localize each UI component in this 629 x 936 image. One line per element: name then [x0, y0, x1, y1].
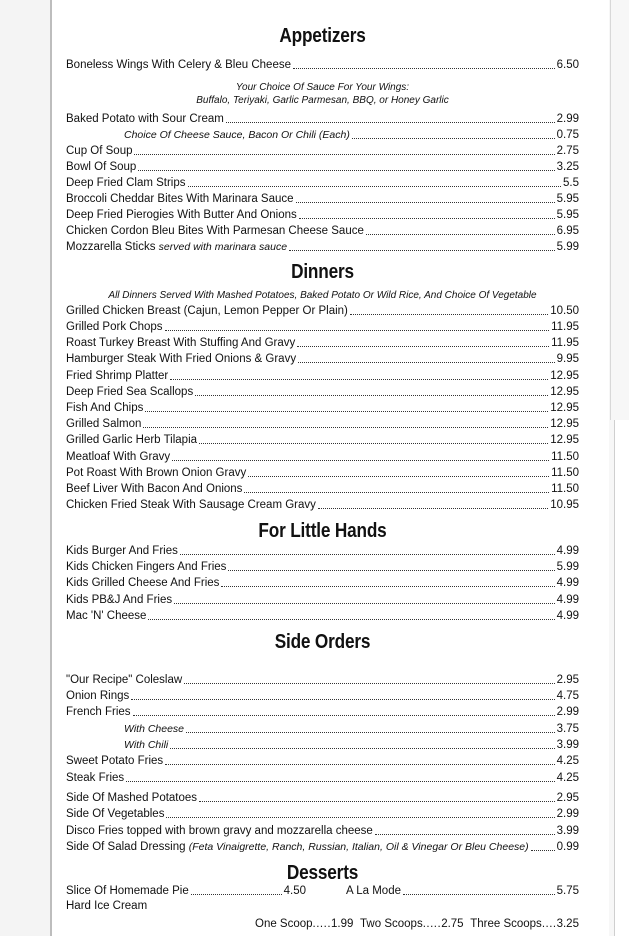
dot-leader: [366, 233, 555, 235]
menu-item: [66, 319, 579, 334]
item-price: 2.99: [556, 706, 579, 718]
item-name: Broccoli Cheddar Bites With Marinara Sauce: [66, 193, 294, 205]
menu-item: [66, 239, 579, 254]
menu-item: [66, 823, 579, 838]
dot-leader: [228, 569, 554, 571]
dot-leader: [186, 731, 555, 733]
item-price: 3.99: [556, 739, 579, 751]
item-price: 6.50: [556, 59, 579, 71]
item-name: One Scoop: [255, 918, 313, 930]
dot-leader: [174, 602, 555, 604]
menu-item: [66, 465, 579, 480]
menu-item: [66, 159, 579, 174]
dot-leader: [350, 313, 548, 315]
item-price: 6.95: [556, 225, 579, 237]
item-price: 12.95: [550, 418, 579, 430]
dot-leader: [298, 361, 555, 363]
item-price: 2.99: [556, 113, 579, 125]
item-name: Deep Fried Clam Strips: [66, 177, 186, 189]
item-price: 4.99: [556, 610, 579, 622]
item-price: 12.95: [550, 370, 579, 382]
menu-item: [66, 384, 579, 399]
item-name: With Cheese: [124, 723, 185, 735]
menu-item: [66, 497, 579, 512]
item-price: 4.75: [556, 690, 579, 702]
item-price: 2.95: [556, 792, 579, 804]
menu-item: [66, 368, 579, 383]
item-name: Chicken Fried Steak With Sausage Cream Gravy: [66, 499, 316, 511]
menu-item: [66, 351, 579, 366]
dot-leader: [170, 378, 548, 380]
menu-item: [66, 770, 579, 785]
menu-item: [66, 400, 579, 415]
item-price: 0.99: [556, 841, 579, 853]
menu-item: [66, 432, 579, 447]
item-name: Boneless Wings With Celery & Bleu Cheese: [66, 59, 291, 71]
menu-item: [66, 207, 579, 222]
menu-item: [66, 559, 579, 574]
dot-leader: [199, 442, 548, 444]
menu-item: [66, 672, 579, 687]
item-price: 12.95: [550, 402, 579, 414]
dot-leader: [143, 426, 548, 428]
little-hands-title: For Little Hands: [258, 520, 387, 542]
item-price: 12.95: [550, 434, 579, 446]
menu-item: [66, 303, 579, 318]
item-name: Grilled Garlic Herb Tilapia: [66, 434, 198, 446]
dot-leader: [126, 780, 554, 782]
scan-right-edge: [610, 0, 611, 420]
dot-leader: [248, 475, 549, 477]
item-name: Roast Turkey Breast With Stuffing And Gravy: [66, 337, 296, 349]
menu-item: [66, 688, 579, 703]
side-orders-title: Side Orders: [274, 631, 371, 653]
item-name: Side Of Salad Dressing: [66, 841, 186, 853]
item-price: 10.50: [550, 305, 579, 317]
dot-leader: [172, 459, 549, 461]
item-price: 3.75: [556, 723, 579, 735]
item-name: Deep Fried Pierogies With Butter And Onions: [66, 209, 297, 221]
dot-leader: [133, 714, 555, 716]
item-name: Kids Burger And Fries: [66, 545, 178, 557]
menu-item: [66, 175, 579, 190]
item-price: 11.50: [551, 451, 579, 463]
item-name: Mozzarella Sticks: [66, 241, 156, 253]
menu-item: [66, 753, 579, 768]
item-price: 3.25: [556, 918, 579, 930]
menu-item: [66, 790, 579, 805]
item-price: 4.99: [556, 594, 579, 606]
item-name: With Chili: [124, 739, 169, 751]
item-name: Cup Of Soup: [66, 145, 133, 157]
menu-item: [66, 191, 579, 206]
item-price: 3.25: [556, 161, 579, 173]
item-name: Mac 'N' Cheese: [66, 610, 147, 622]
dot-leader: [184, 682, 554, 684]
item-name: Fried Shrimp Platter: [66, 370, 169, 382]
item-name: A La Mode: [346, 885, 401, 897]
dot-leader: [191, 893, 282, 895]
item-name: Chicken Cordon Bleu Bites With Parmesan Cheese Sauce: [66, 225, 364, 237]
item-name: Hard Ice Cream: [66, 900, 148, 912]
item-name: Kids Chicken Fingers And Fries: [66, 561, 227, 573]
wing-sauce-note: Your Choice Of Sauce For Your Wings:: [235, 82, 410, 93]
item-name: Slice Of Homemade Pie: [66, 885, 189, 897]
item-name: Kids Grilled Cheese And Fries: [66, 577, 220, 589]
item-name: Disco Fries topped with brown gravy and mozzarella cheese: [66, 825, 373, 837]
dot-leader: [352, 137, 555, 139]
item-name: Beef Liver With Bacon And Onions: [66, 483, 243, 495]
item-name: Steak Fries: [66, 772, 125, 784]
item-price: 2.75: [441, 918, 464, 930]
item-name: Grilled Salmon: [66, 418, 142, 430]
item-name: Fish And Chips: [66, 402, 144, 414]
dot-leader: [138, 169, 554, 171]
item-name: Side Of Vegetables: [66, 808, 165, 820]
item-price: 4.25: [556, 772, 579, 784]
item-price: 11.50: [551, 483, 579, 495]
dot-leader: [131, 698, 554, 700]
item-name: "Our Recipe" Coleslaw: [66, 674, 183, 686]
dot-leader: [531, 849, 555, 851]
menu-item: [66, 543, 579, 558]
menu-item: [66, 704, 579, 719]
menu-item: [346, 883, 579, 898]
item-price: 5.95: [556, 193, 579, 205]
scoop-options: [255, 916, 579, 931]
item-name: Two Scoops: [360, 918, 423, 930]
item-description: served with marinara sauce: [158, 241, 288, 253]
item-name: Sweet Potato Fries: [66, 755, 164, 767]
dot-leader: [188, 185, 561, 187]
dot-leader: [297, 345, 549, 347]
dot-leader: [148, 618, 554, 620]
item-name: French Fries: [66, 706, 131, 718]
menu-item: [66, 223, 579, 238]
item-price: 2.95: [556, 674, 579, 686]
item-price: 11.50: [551, 467, 579, 479]
dot-leader: [299, 217, 555, 219]
dot-leader: [199, 800, 555, 802]
dot-leader: [134, 153, 554, 155]
scan-right-lower-margin: [614, 420, 629, 936]
dot-leader: [166, 816, 554, 818]
menu-item: [66, 449, 579, 464]
item-price: 2.75: [556, 145, 579, 157]
item-price: 12.95: [550, 386, 579, 398]
item-name: Baked Potato with Sour Cream: [66, 113, 224, 125]
item-price: 5.5: [563, 177, 579, 189]
dot-leader: [244, 491, 549, 493]
item-name: Side Of Mashed Potatoes: [66, 792, 198, 804]
menu-item: [66, 883, 306, 898]
menu-item: [66, 481, 579, 496]
item-price: 5.99: [556, 561, 579, 573]
item-price: 1.99: [331, 918, 354, 930]
menu-item: [66, 592, 579, 607]
desserts-title: Desserts: [286, 862, 359, 884]
menu-page: [66, 0, 579, 936]
menu-item: [66, 143, 579, 158]
menu-item: [66, 806, 579, 821]
dot-leader: [221, 585, 554, 587]
dot-leader: [293, 67, 555, 69]
menu-item: [66, 335, 579, 350]
menu-item: [124, 737, 579, 752]
one-scoop: One Scoop ..... 1.99: [255, 918, 354, 930]
item-name: Hamburger Steak With Fried Onions & Gravy: [66, 353, 297, 365]
dot-leader: [165, 763, 554, 765]
item-price: 11.95: [551, 337, 579, 349]
item-price: 9.95: [556, 353, 579, 365]
item-price: 4.99: [556, 545, 579, 557]
item-name: Kids PB&J And Fries: [66, 594, 173, 606]
dot-leader: [180, 553, 555, 555]
menu-item: [124, 127, 579, 142]
scan-left-edge: [50, 0, 52, 936]
item-price: 4.25: [556, 755, 579, 767]
item-price: 4.50: [283, 885, 306, 897]
item-price: 2.99: [556, 808, 579, 820]
item-name: Bowl Of Soup: [66, 161, 137, 173]
item-price: 5.95: [556, 209, 579, 221]
two-scoops: Two Scoops ..... 2.75: [360, 918, 464, 930]
item-price: 11.95: [551, 321, 579, 333]
dot-leader: [375, 833, 555, 835]
menu-item: [66, 608, 579, 623]
dot-leader: [403, 893, 555, 895]
menu-item: [66, 898, 266, 913]
appetizers-title: Appetizers: [279, 25, 366, 47]
dot-leader: [165, 329, 550, 331]
dot-leader: [145, 410, 548, 412]
item-name: Meatloaf With Gravy: [66, 451, 171, 463]
menu-item: [66, 416, 579, 431]
item-price: 0.75: [556, 129, 579, 141]
dot-leader: [289, 249, 555, 251]
item-name: Choice Of Cheese Sauce, Bacon Or Chili (Each): [124, 129, 350, 141]
menu-item: [66, 57, 579, 72]
item-description: (Feta Vinaigrette, Ranch, Russian, Italian, Oil & Vinegar Or Bleu Cheese): [188, 841, 529, 853]
item-price: 10.95: [550, 499, 579, 511]
dot-leader: [318, 507, 548, 509]
menu-item: [66, 111, 579, 126]
item-name: Onion Rings: [66, 690, 130, 702]
wing-sauce-options: Buffalo, Teriyaki, Garlic Parmesan, BBQ, or Honey Garlic: [196, 95, 449, 106]
menu-item: [124, 721, 579, 736]
item-price: 3.99: [556, 825, 579, 837]
item-name: Grilled Chicken Breast (Cajun, Lemon Pepper Or Plain): [66, 305, 348, 317]
item-price: 5.99: [556, 241, 579, 253]
item-price: 4.99: [556, 577, 579, 589]
item-name: Grilled Pork Chops: [66, 321, 163, 333]
item-name: Deep Fried Sea Scallops: [66, 386, 194, 398]
item-name: Pot Roast With Brown Onion Gravy: [66, 467, 247, 479]
item-name: Three Scoops: [470, 918, 542, 930]
item-price: 5.75: [556, 885, 579, 897]
menu-item: [66, 575, 579, 590]
scan-left-margin: [0, 0, 50, 936]
menu-item: [66, 839, 579, 854]
dot-leader: [226, 121, 555, 123]
dot-leader: [296, 201, 555, 203]
dot-leader: [195, 394, 548, 396]
dot-leader: [170, 747, 554, 749]
dinners-note: All Dinners Served With Mashed Potatoes, Baked Potato Or Wild Rice, And Choice Of Vegetable: [108, 290, 537, 301]
dinners-title: Dinners: [291, 261, 354, 283]
three-scoops: Three Scoops .... 3.25: [470, 918, 579, 930]
